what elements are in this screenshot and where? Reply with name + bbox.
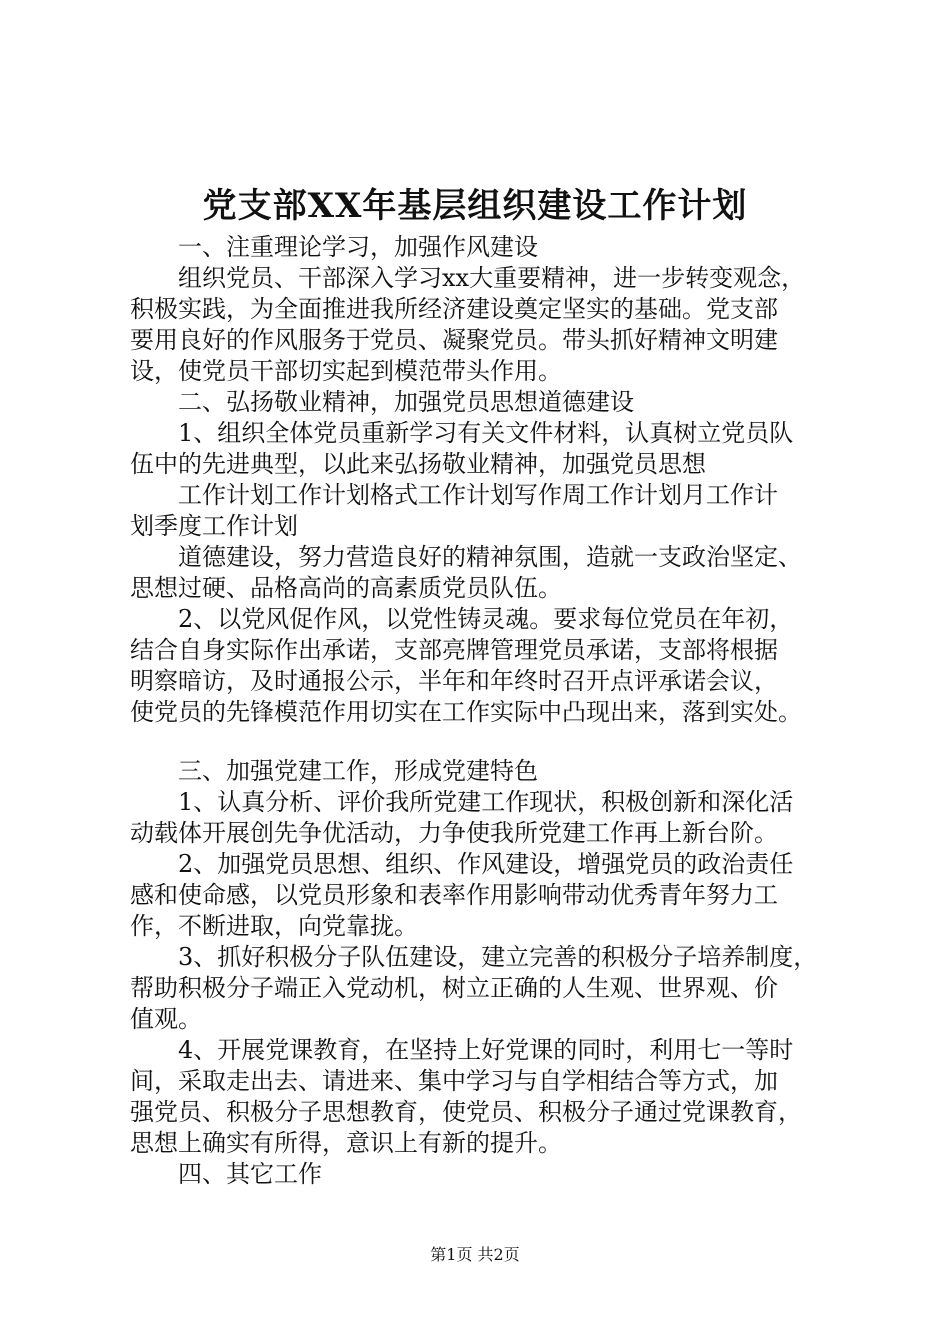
text-line: 作，不断进取，向党靠拢。 [130, 912, 418, 940]
text-line: 思想过硬、品格高尚的高素质党员队伍。 [130, 574, 562, 602]
text-line: 设，使党员干部切实起到模范带头作用。 [130, 357, 562, 385]
page-title: 党支部XX年基层组织建设工作计划 [202, 186, 748, 226]
text-line: 结合自身实际作出承诺，支部亮牌管理党员承诺，支部将根据 [130, 636, 778, 664]
text-line: 强党员、积极分子思想教育，使党员、积极分子通过党课教育， [130, 1098, 802, 1126]
text-line: 积极实践，为全面推进我所经济建设奠定坚实的基础。党支部 [130, 295, 778, 323]
text-line: 道德建设，努力营造良好的精神氛围，造就一支政治坚定、 [130, 543, 802, 571]
text-line: 一、注重理论学习，加强作风建设 [130, 233, 538, 261]
text-line: 动载体开展创先争优活动，力争使我所党建工作再上新台阶。 [130, 819, 778, 847]
text-line: 明察暗访，及时通报公示，半年和年终时召开点评承诺会议， [130, 667, 778, 695]
document-body [130, 232, 830, 1190]
text-line: 值观。 [130, 1005, 202, 1033]
text-line: 间，采取走出去、请进来、集中学习与自学相结合等方式，加 [130, 1067, 778, 1095]
text-line: 工作计划工作计划格式工作计划写作周工作计划月工作计 [130, 481, 778, 509]
text-line: 感和使命感，以党员形象和表率作用影响带动优秀青年努力工 [130, 881, 778, 909]
text-line: 3、抓好积极分子队伍建设，建立完善的积极分子培养制度， [130, 943, 818, 971]
text-line: 要用良好的作风服务于党员、凝聚党员。带头抓好精神文明建 [130, 326, 778, 354]
text-line: 伍中的先进典型，以此来弘扬敬业精神，加强党员思想 [130, 450, 706, 478]
text-line: 三、加强党建工作，形成党建特色 [130, 757, 538, 785]
text-line: 2、以党风促作风，以党性铸灵魂。要求每位党员在年初， [130, 605, 794, 633]
text-line: 2、加强党员思想、组织、作风建设，增强党员的政治责任 [130, 850, 794, 878]
page-footer: 第1页 共2页 [430, 1245, 520, 1264]
text-line: 组织党员、干部深入学习xx大重要精神，进一步转变观念， [130, 264, 806, 292]
text-line: 二、弘扬敬业精神，加强党员思想道德建设 [130, 388, 634, 416]
text-line: 帮助积极分子端正入党动机，树立正确的人生观、世界观、价 [130, 974, 778, 1002]
text-line: 四、其它工作 [130, 1160, 322, 1188]
text-line: 使党员的先锋模范作用切实在工作实际中凸现出来，落到实处。 [130, 698, 802, 726]
text-line: 1、组织全体党员重新学习有关文件材料，认真树立党员队 [130, 419, 794, 447]
text-line: 划季度工作计划 [130, 512, 298, 540]
text-line: 4、开展党课教育，在坚持上好党课的同时，利用七一等时 [130, 1036, 794, 1064]
text-line: 思想上确实有所得，意识上有新的提升。 [130, 1129, 562, 1157]
blank-line [130, 728, 830, 756]
text-line: 1、认真分析、评价我所党建工作现状，积极创新和深化活 [130, 788, 794, 816]
